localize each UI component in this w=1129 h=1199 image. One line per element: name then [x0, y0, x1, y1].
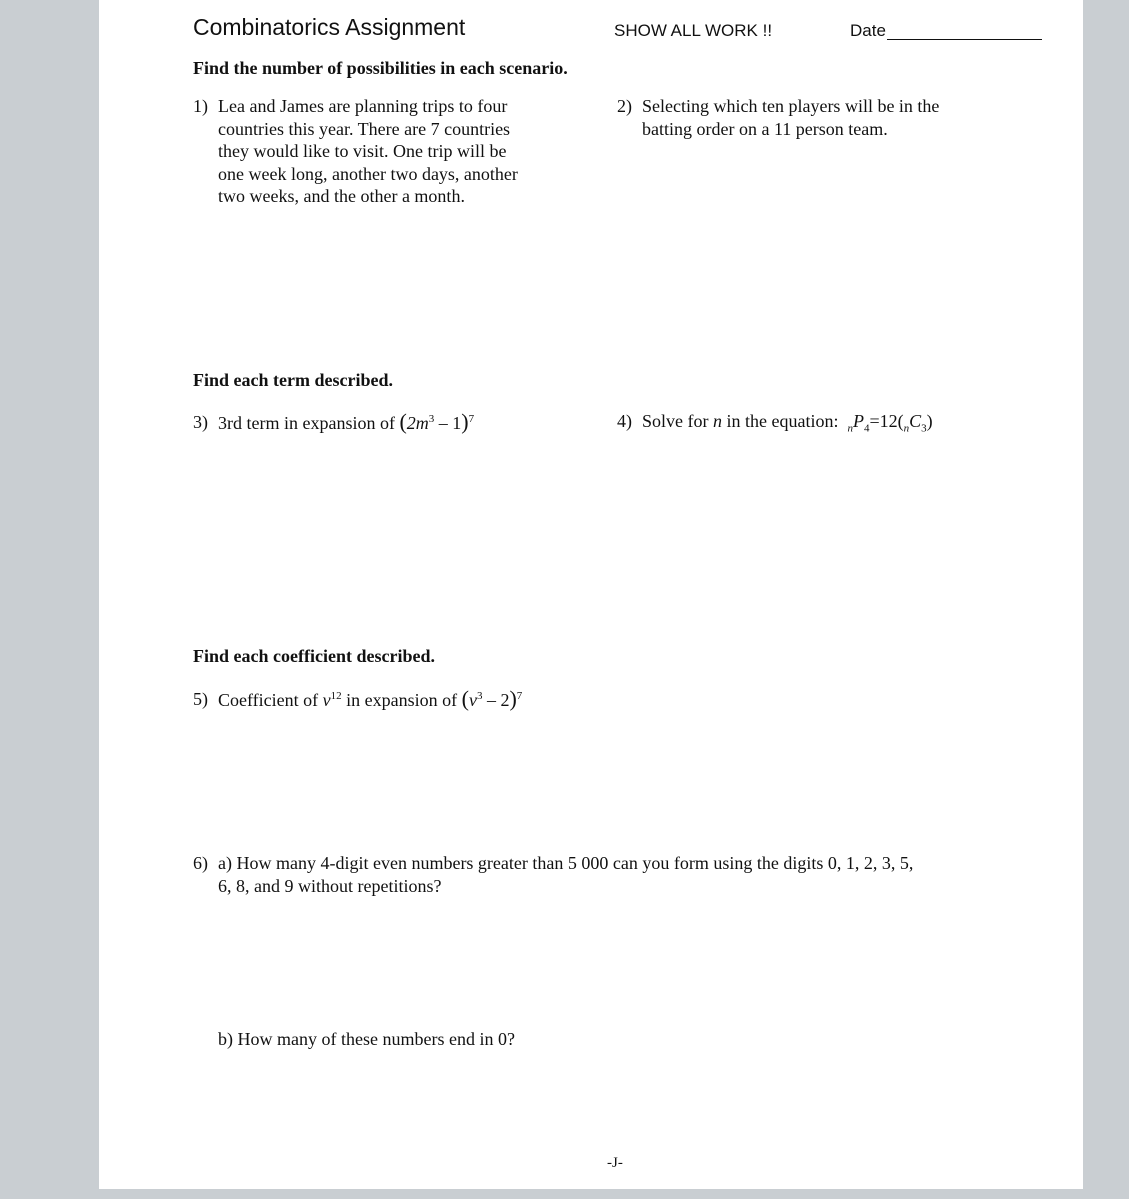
- question-text: 3rd term in expansion of: [218, 413, 395, 433]
- question-line: they would like to visit. One trip will be: [218, 141, 507, 161]
- variable-exponent: 12: [330, 690, 342, 702]
- outer-exponent: 7: [516, 690, 523, 702]
- show-work-note: SHOW ALL WORK !!: [614, 21, 773, 40]
- date-label: Date: [850, 21, 886, 40]
- scenario-heading: Find the number of possibilities in each scenario.: [193, 58, 568, 78]
- coefficient-heading: Find each coefficient described.: [193, 646, 435, 666]
- variable: v: [322, 690, 331, 710]
- comb-letter: C: [909, 411, 922, 431]
- question-line: countries this year. There are 7 countries: [218, 118, 511, 139]
- question-line: Selecting which ten players will be in the: [642, 96, 940, 116]
- question-line: two weeks, and the other a month.: [218, 186, 465, 206]
- date-field-line: [887, 39, 1042, 40]
- expression-exponent: 3: [476, 690, 483, 702]
- expression-base: v: [468, 690, 477, 710]
- perm-letter: P: [852, 411, 864, 431]
- comb-k: 3: [921, 422, 927, 435]
- question-text: in expansion of: [346, 690, 458, 710]
- question-number: 4): [617, 411, 632, 431]
- close-paren: ): [926, 411, 933, 431]
- paren-open: (: [461, 686, 469, 711]
- worksheet-page: [99, 0, 1083, 1189]
- expression-rest: – 1: [434, 413, 462, 433]
- paren-close: ): [509, 686, 517, 711]
- outer-exponent: 7: [468, 413, 475, 425]
- paren-open: (: [399, 409, 407, 434]
- question-line: batting order on a 11 person team.: [642, 118, 888, 139]
- question-number: 1): [193, 96, 208, 116]
- term-heading: Find each term described.: [193, 370, 393, 390]
- comb-n: n: [903, 422, 910, 435]
- question-line: Lea and James are planning trips to four: [218, 96, 508, 116]
- equals-text: =12(: [869, 411, 904, 431]
- expression-base: 2m: [406, 413, 429, 433]
- page-title: Combinatorics Assignment: [193, 14, 466, 40]
- perm-k: 4: [863, 422, 870, 435]
- variable: n: [713, 411, 722, 431]
- paren-close: ): [461, 409, 469, 434]
- question-line: one week long, another two days, another: [218, 163, 518, 184]
- page-number: -J-: [607, 1155, 623, 1171]
- question-number: 2): [617, 96, 632, 116]
- question-line: 6, 8, and 9 without repetitions?: [218, 875, 442, 896]
- question-number: 6): [193, 853, 208, 873]
- question-text: in the equation:: [726, 411, 839, 431]
- perm-n: n: [847, 422, 853, 435]
- question-text: Solve for: [642, 411, 709, 431]
- question-number: 5): [193, 689, 208, 709]
- question-text: Coefficient of: [218, 690, 319, 710]
- question-number: 3): [193, 412, 208, 432]
- expression-exponent: 3: [428, 413, 435, 425]
- question-6b: b) How many of these numbers end in 0?: [218, 1029, 515, 1049]
- question-line: a) How many 4-digit even numbers greater than 5 000 can you form using the digits 0, 1, 2, 3, 5,: [218, 853, 914, 873]
- expression-rest: – 2: [482, 690, 510, 710]
